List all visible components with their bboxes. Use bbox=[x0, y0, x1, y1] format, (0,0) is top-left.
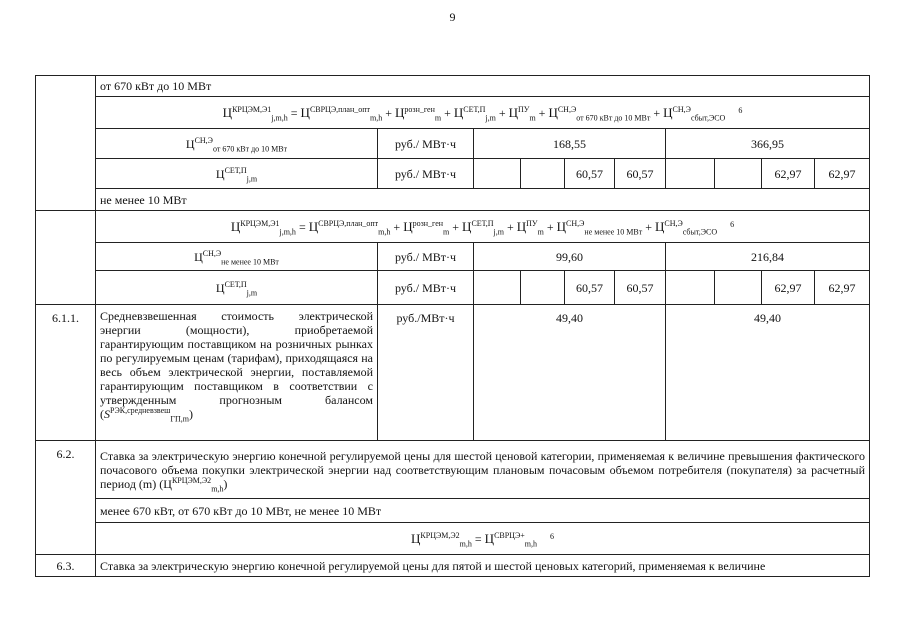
tariff-table bbox=[35, 75, 870, 577]
table-row bbox=[36, 523, 870, 555]
value-cell: 60,57 bbox=[615, 271, 666, 305]
table-row bbox=[36, 97, 870, 129]
row-number: 6.2. bbox=[36, 441, 96, 555]
value-cell: 49,40 bbox=[474, 305, 666, 441]
unit-cell: руб./ МВт·ч bbox=[378, 129, 474, 159]
table-row bbox=[36, 159, 870, 189]
table-row bbox=[36, 499, 870, 523]
table-row bbox=[36, 189, 870, 211]
section-heading: менее 670 кВт, от 670 кВт до 10 МВт, не менее 10 МВт bbox=[96, 499, 870, 523]
empty-cell bbox=[715, 159, 762, 189]
row-number: 6.1.1. bbox=[36, 305, 96, 441]
value-cell: 62,97 bbox=[762, 271, 815, 305]
table-row bbox=[36, 243, 870, 271]
value-cell: 60,57 bbox=[615, 159, 666, 189]
value-cell: 366,95 bbox=[666, 129, 870, 159]
row-description: Ставка за электрическую энергию конечной регулируемой цены для шестой ценовой категории, применяемая к величине превышения фактического почасового объема покупки электрической энергии над соответствующим плановым почасовым объемом потребителя (покупателя) за расчетный период (m) $(Ц^{КРЦЭМ,Э2}_{m,h})$ bbox=[96, 441, 870, 499]
param-label: $Ц^{СН,Э}_{не менее 10 МВт}$ bbox=[96, 243, 378, 271]
footnote-marker: 6 bbox=[730, 219, 735, 229]
empty-cell bbox=[474, 159, 521, 189]
value-cell: 60,57 bbox=[565, 159, 615, 189]
value-cell: 62,97 bbox=[762, 159, 815, 189]
formula: $Ц^{КРЦЭМ,Э1}_{j,m,h} = Ц^{СВРЦЭ,план\_опт}_{m,h} + Ц^{розн\_ген}_m + Ц^{СЕТ,П}_{j,m} + Ц^{ПУ}_m + Ц^{СН,Э}_{не менее 10 МВт} + Ц^{СН,Э}_{сбыт,ЭСО}$ bbox=[230, 218, 718, 236]
table-row bbox=[36, 129, 870, 159]
value-cell: 216,84 bbox=[666, 243, 870, 271]
table-row bbox=[36, 271, 870, 305]
param-label: $Ц^{СЕТ,П}_{j,m}$ bbox=[96, 271, 378, 305]
table-row bbox=[36, 76, 870, 97]
value-cell: 49,40 bbox=[666, 305, 870, 441]
value-cell: 99,60 bbox=[474, 243, 666, 271]
row-description: Ставка за электрическую энергию конечной регулируемой цены для пятой и шестой ценовых категорий, применяемая к величине bbox=[96, 555, 870, 577]
section-heading: от 670 кВт до 10 МВт bbox=[96, 76, 870, 97]
row-description: Средневзвешенная стоимость электрической энергии (мощности), приобретаемой гарантирующим поставщиком на розничных рынках по регулируемым ценам (тарифам), приходящаяся на весь объем электрической энергии, поставляемой гарантирующим поставщиком в соответствии с утвержденным прогнозным балансом $(S^{РЭК,средневзвеш}_{ГП,m})$ bbox=[96, 305, 378, 441]
empty-cell bbox=[474, 271, 521, 305]
value-cell: 60,57 bbox=[565, 271, 615, 305]
unit-cell: руб./ МВт·ч bbox=[378, 243, 474, 271]
unit-cell: руб./ МВт·ч bbox=[378, 271, 474, 305]
row-number-cell bbox=[36, 76, 96, 211]
formula-cell bbox=[96, 211, 870, 243]
param-label: $Ц^{СН,Э}_{от 670 кВт до 10 МВт}$ bbox=[96, 129, 378, 159]
value-cell: 62,97 bbox=[815, 271, 870, 305]
formula: $Ц^{КРЦЭМ,Э2}_{m,h} = Ц^{СВРЦЭ+}_{m,h}$ bbox=[411, 530, 537, 548]
value-cell: 62,97 bbox=[815, 159, 870, 189]
footnote-marker: 6 bbox=[738, 105, 743, 115]
param-label: $Ц^{СЕТ,П}_{j,m}$ bbox=[96, 159, 378, 189]
footnote-marker: 6 bbox=[550, 531, 554, 541]
page-number: 9 bbox=[449, 10, 456, 24]
table-row bbox=[36, 555, 870, 577]
empty-cell bbox=[666, 271, 715, 305]
empty-cell bbox=[666, 159, 715, 189]
table-row bbox=[36, 211, 870, 243]
formula-cell bbox=[96, 523, 870, 555]
row-number: 6.3. bbox=[36, 555, 96, 577]
section-heading: не менее 10 МВт bbox=[96, 189, 870, 211]
empty-cell bbox=[521, 159, 565, 189]
table-row bbox=[36, 441, 870, 499]
table-row bbox=[36, 305, 870, 441]
empty-cell bbox=[521, 271, 565, 305]
empty-cell bbox=[715, 271, 762, 305]
unit-cell: руб./ МВт·ч bbox=[378, 159, 474, 189]
formula-cell bbox=[96, 97, 870, 129]
value-cell: 168,55 bbox=[474, 129, 666, 159]
row-number-cell bbox=[36, 211, 96, 305]
unit-cell: руб./МВт·ч bbox=[378, 305, 474, 441]
formula: $Ц^{КРЦЭМ,Э1}_{j,m,h} = Ц^{СВРЦЭ,план\_опт}_{m,h} + Ц^{розн\_ген}_m + Ц^{СЕТ,П}_{j,m} + Ц^{ПУ}_m + Ц^{СН,Э}_{от 670 кВт до 10 МВт} + Ц^{СН,Э}_{сбыт,ЭСО}$ bbox=[222, 104, 726, 122]
